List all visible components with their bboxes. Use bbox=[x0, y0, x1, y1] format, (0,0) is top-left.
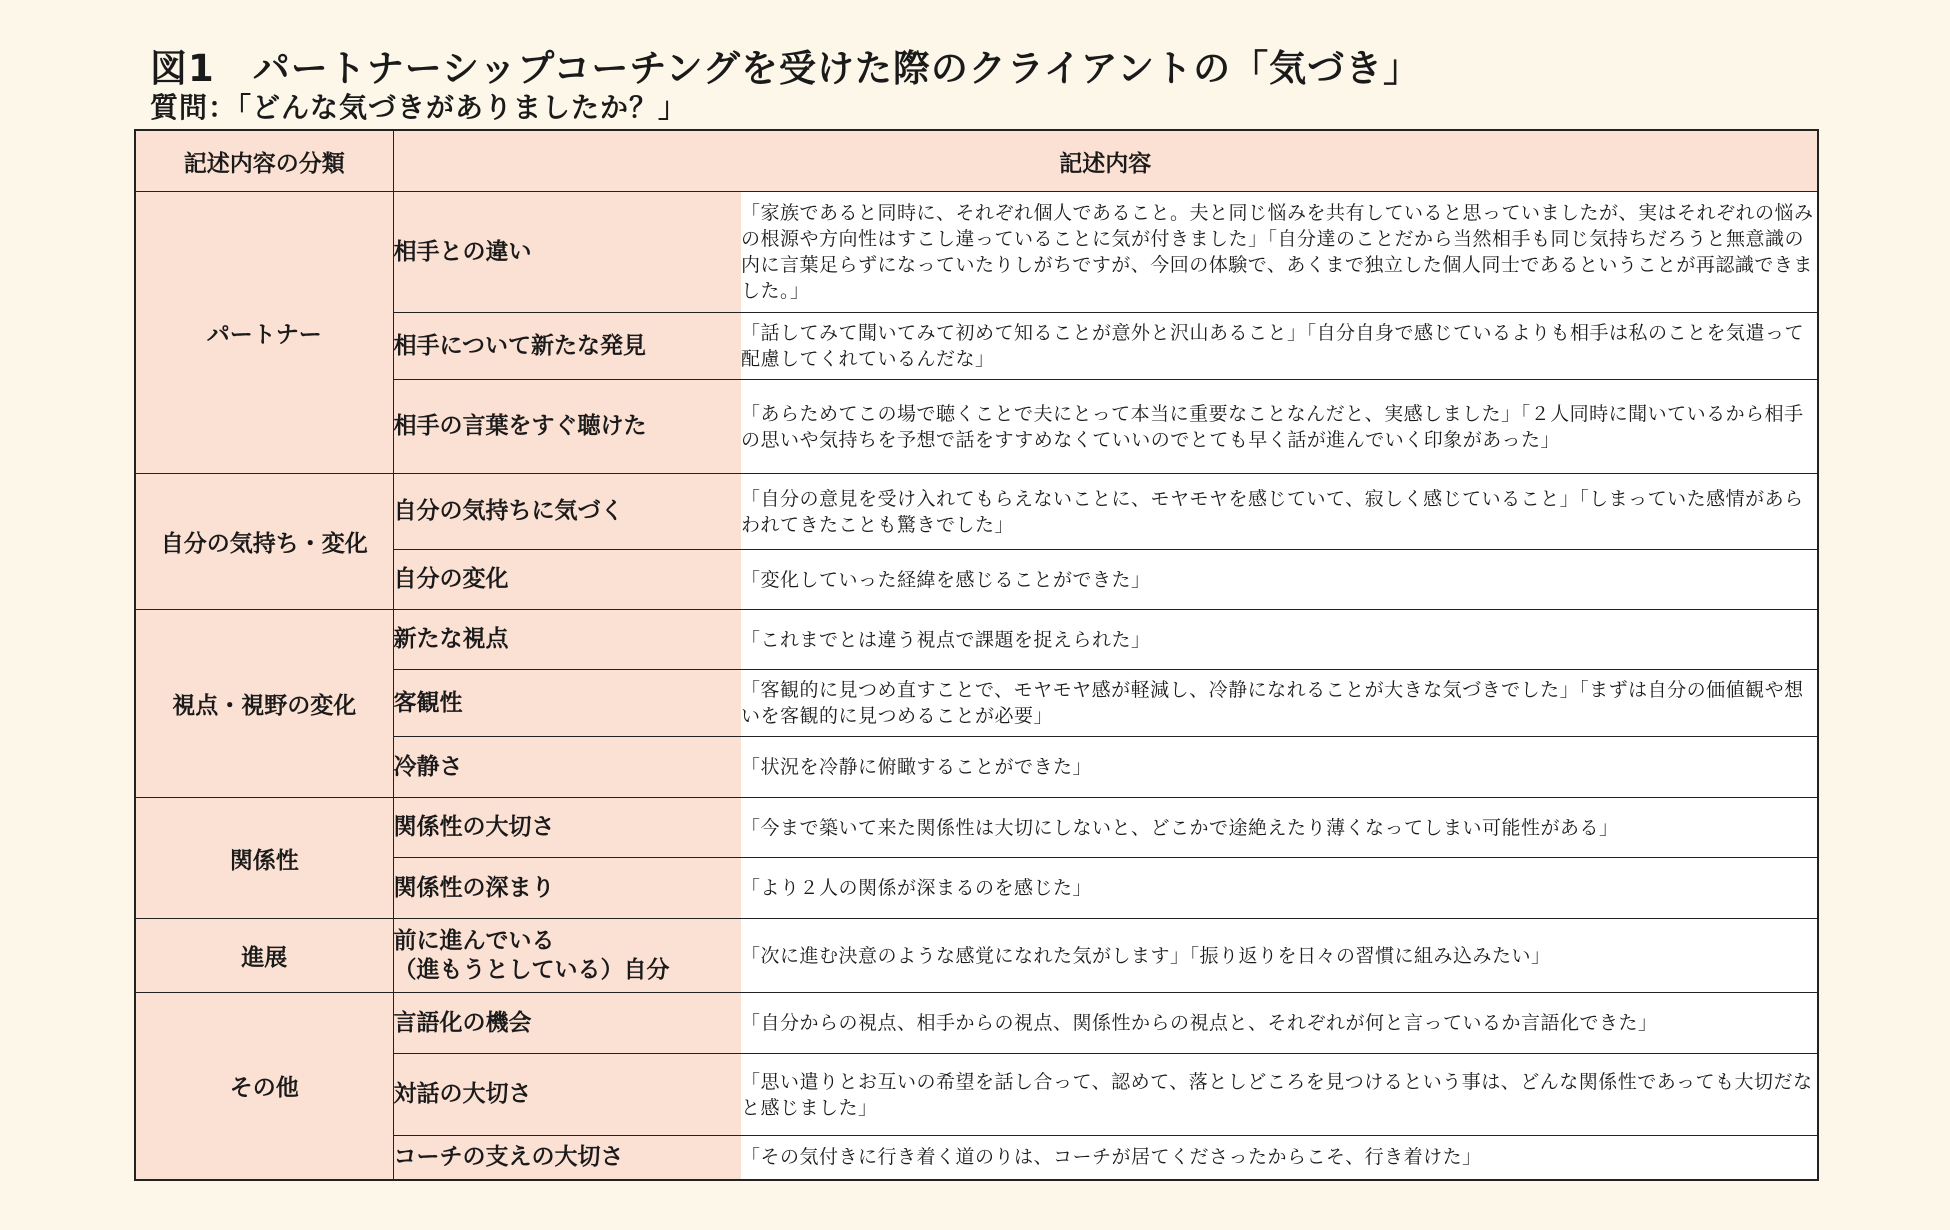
description-cell: 「自分の意見を受け入れてもらえないことに、モヤモヤを感じていて、寂しく感じていること」「しまっていた感情があらわれてきたことも驚きでした」 bbox=[741, 474, 1818, 550]
subcategory-cell: 相手の言葉をすぐ聴けた bbox=[393, 380, 741, 474]
description-cell: 「客観的に見つめ直すことで、モヤモヤ感が軽減し、冷静になれることが大きな気づきでした」「まずは自分の価値観や想いを客観的に見つめることが必要」 bbox=[741, 670, 1818, 737]
table-row bbox=[135, 798, 1818, 858]
description-cell: 「次に進む決意のような感覚になれた気がします」「振り返りを日々の習慣に組み込みたい」 bbox=[741, 919, 1818, 993]
category-cell: 進展 bbox=[135, 919, 393, 993]
subcategory-cell: 関係性の大切さ bbox=[393, 798, 741, 858]
category-cell: 自分の気持ち・変化 bbox=[135, 474, 393, 610]
table-header-row bbox=[135, 130, 1818, 192]
table-row bbox=[135, 919, 1818, 993]
table-row bbox=[135, 993, 1818, 1054]
header-category: 記述内容の分類 bbox=[135, 130, 393, 192]
subcategory-cell: 客観性 bbox=[393, 670, 741, 737]
subcategory-cell: 相手について新たな発見 bbox=[393, 313, 741, 380]
description-cell: 「状況を冷静に俯瞰することができた」 bbox=[741, 737, 1818, 798]
subcategory-cell: コーチの支えの大切さ bbox=[393, 1136, 741, 1180]
description-cell: 「思い遣りとお互いの希望を話し合って、認めて、落としどころを見つけるという事は、どんな関係性であっても大切だなと感じました」 bbox=[741, 1054, 1818, 1136]
subcategory-cell: 相手との違い bbox=[393, 192, 741, 313]
description-cell: 「家族であると同時に、それぞれ個人であること。夫と同じ悩みを共有していると思っていましたが、実はそれぞれの悩みの根源や方向性はすこし違っていることに気が付きました」「自分達のことだから当然相手も同じ気持ちだろうと無意識の内に言葉足らずになっていたりしがちですが、今回の体験で、あくまで独立した個人同士であるということが再認識できました。」 bbox=[741, 192, 1818, 313]
subcategory-cell: 自分の変化 bbox=[393, 550, 741, 610]
table-row bbox=[135, 474, 1818, 550]
category-cell: その他 bbox=[135, 993, 393, 1180]
subcategory-cell: 前に進んでいる （進もうとしている）自分 bbox=[393, 919, 741, 993]
subcategory-cell: 言語化の機会 bbox=[393, 993, 741, 1054]
category-cell: 視点・視野の変化 bbox=[135, 610, 393, 798]
description-cell: 「これまでとは違う視点で課題を捉えられた」 bbox=[741, 610, 1818, 670]
description-cell: 「今まで築いて来た関係性は大切にしないと、どこかで途絶えたり薄くなってしまい可能性がある」 bbox=[741, 798, 1818, 858]
table-row bbox=[135, 610, 1818, 670]
subcategory-cell: 新たな視点 bbox=[393, 610, 741, 670]
subcategory-cell: 関係性の深まり bbox=[393, 858, 741, 919]
description-cell: 「変化していった経緯を感じることができた」 bbox=[741, 550, 1818, 610]
header-description: 記述内容 bbox=[393, 130, 1818, 192]
description-cell: 「より２人の関係が深まるのを感じた」 bbox=[741, 858, 1818, 919]
description-cell: 「話してみて聞いてみて初めて知ることが意外と沢山あること」「自分自身で感じているよりも相手は私のことを気遣って配慮してくれているんだな」 bbox=[741, 313, 1818, 380]
category-cell: 関係性 bbox=[135, 798, 393, 919]
category-cell: パートナー bbox=[135, 192, 393, 474]
subcategory-cell: 自分の気持ちに気づく bbox=[393, 474, 741, 550]
figure-title: 図1 パートナーシップコーチングを受けた際のクライアントの「気づき」 bbox=[150, 47, 1422, 90]
description-cell: 「あらためてこの場で聴くことで夫にとって本当に重要なことなんだと、実感しました」「２人同時に聞いているから相手の思いや気持ちを予想で話をすすめなくていいのでとても早く話が進んでいく印象があった」 bbox=[741, 380, 1818, 474]
subcategory-cell: 対話の大切さ bbox=[393, 1054, 741, 1136]
subcategory-cell: 冷静さ bbox=[393, 737, 741, 798]
question-subtitle: 質問：「どんな気づきがありましたか？」 bbox=[150, 91, 688, 124]
description-cell: 「その気付きに行き着く道のりは、コーチが居てくださったからこそ、行き着けた」 bbox=[741, 1136, 1818, 1180]
table-row bbox=[135, 192, 1818, 313]
description-cell: 「自分からの視点、相手からの視点、関係性からの視点と、それぞれが何と言っているか言語化できた」 bbox=[741, 993, 1818, 1054]
awareness-table bbox=[134, 129, 1819, 1181]
